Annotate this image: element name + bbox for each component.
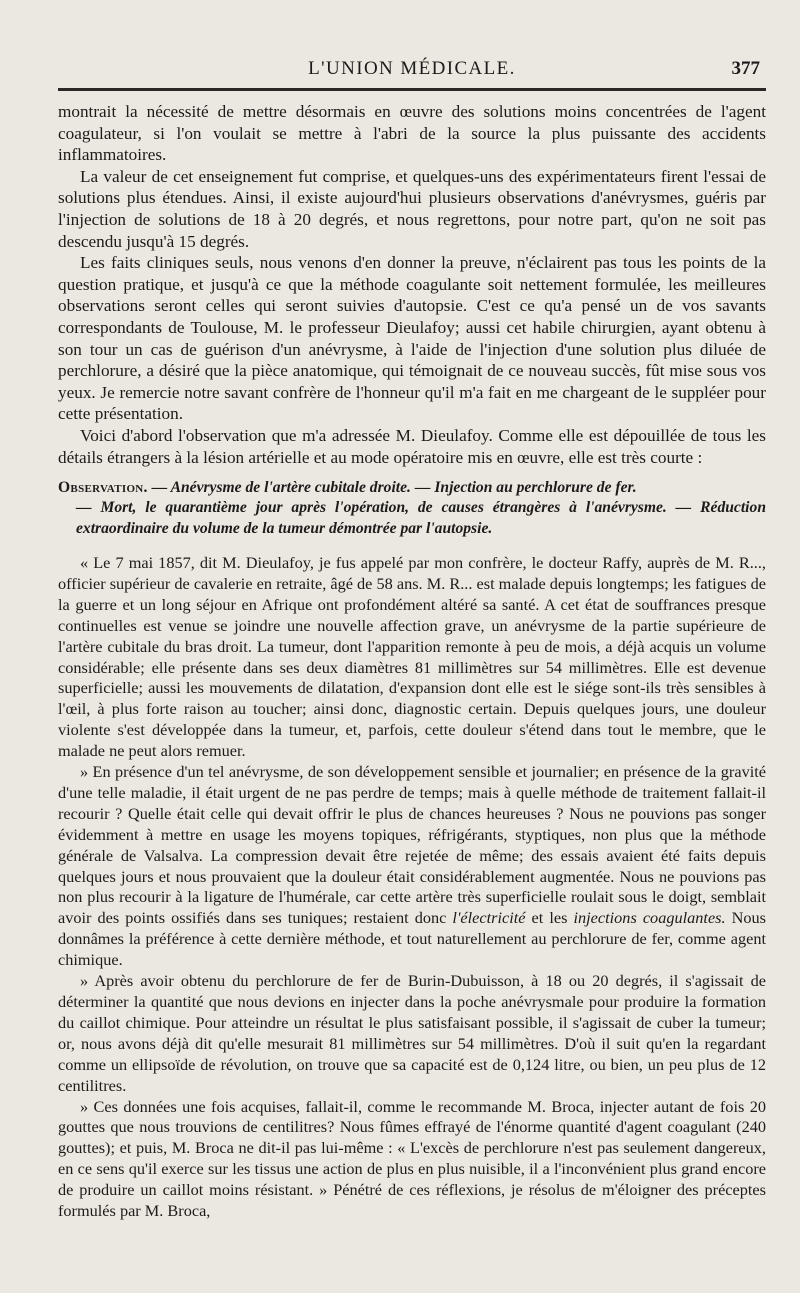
text-run: et les — [525, 908, 574, 928]
observation-title-line2: — Mort, le quarantième jour après l'opération, de causes étrangères à l'anévrysme. — Réduction extraordinaire du volume de la tumeur démontrée par l'autopsie. — [76, 499, 766, 537]
observation-heading — [58, 478, 766, 539]
observation-title-line1: — Anévrysme de l'artère cubitale droite. — Injection au perchlorure de fer. — [151, 479, 637, 497]
observation-subtitle — [58, 498, 766, 539]
observation-title — [58, 478, 766, 498]
observation-paragraph: » Après avoir obtenu du perchlorure de fer de Burin-Dubuisson, à 18 ou 20 degrés, il s'agissait de déterminer la quantité que nous devions en injecter dans la poche anévrysmale pour produire la formation du caillot chimique. Pour atteindre un résultat le plus satisfaisant possible, il s'agissait de cuber la tumeur; or, nous avons déjà dit qu'elle mesurait 81 millimètres sur 54 millimètres. D'où il suit qu'en la regardant comme un ellipsoïde de révolution, on trouve que sa capacité est de 0,124 litre, ou bien, un peu plus de 12 centilitres. — [58, 971, 766, 1095]
paragraph: La valeur de cet enseignement fut comprise, et quelques-uns des expérimentateurs firent l'essai de solutions plus étendues. Ainsi, il existe aujourd'hui plusieurs observations d'anévrysmes, guéris par l'injection de solutions de 18 à 20 degrés, et nous regrettons, pour notre part, qu'on ne soit pas descendu jusqu'à 15 degrés. — [58, 166, 766, 251]
observation-paragraph: « Le 7 mai 1857, dit M. Dieulafoy, je fus appelé par mon confrère, le docteur Raffy, auprès de M. R..., officier supérieur de cavalerie en retraite, âgé de 58 ans. M. R... est malade depuis longtemps; les fatigues de la guerre et un long séjour en Afrique ont profondément altéré sa santé. A cet état de souffrances presque continuelles est venue se joindre une nouvelle affection grave, un anévrysme de la partie supérieure de l'artère cubitale du bras droit. La tumeur, dont l'apparition remonte à peu de mois, a déjà acquis un volume considérable; elle présente dans ses deux diamètres 81 millimètres sur 54 millimètres. Elle est devenue superficielle; aussi les mouvements de dilatation, d'expansion dont elle est le siége sont-ils très sensibles à l'œil, à plus forte raison au toucher; ainsi donc, diagnostic certain. Depuis quelques jours, une douleur violente s'est développée dans la tumeur, et, parfois, cette douleur s'étend dans tout le membre, que le malade ne peut alors remuer. — [58, 552, 766, 761]
observation-paragraph: » Ces données une fois acquises, fallait-il, comme le recommande M. Broca, injecter autant de fois 20 gouttes que nous trouvions de centilitres? Nous fûmes effrayé de l'énorme quantité d'agent coagulant (240 gouttes); et puis, M. Broca ne dit-il pas lui-même : « L'excès de perchlorure n'est pas seulement dangereux, en ce sens qu'il exerce sur les tissus une action de plus en plus nuisible, il a l'inconvénient plus grand encore de produire un caillot moins résistant. » Pénétré de ces réflexions, je résolus de m'éloigner des préceptes formulés par M. Broca, — [58, 1096, 766, 1221]
emphasis-injections: injections coagulantes. — [573, 908, 726, 928]
text-run: » En présence d'un tel anévrysme, de son développement sensible et journalier; en présence de la gravité d'une telle maladie, il était urgent de ne pas perdre de temps; mais à quelle méthode de traitement fallait-il recourir ? Quelle était celle qui devait offrir le plus de chances heureuses ? Nous ne pouvions pas songer évidemment à mettre en usage les moyens topiques, réfrigérants, styptiques, non plus que la méthode générale de Valsalva. La compression devait être rejetée de même; des essais avaient été faits depuis quelques jours et nous prouvaient que la douleur était considérablement augmentée. Nous ne pouvions pas non plus recourir à la ligature de l'humérale, car cette artère très superficielle roulait sous le doigt, semblait avoir des points ossifiés dans ses tuniques; restaient donc — [58, 762, 766, 928]
page-number: 377 — [731, 58, 760, 79]
text-run: Nous donnâmes la préférence à cette dernière méthode, et tout naturellement au perchlorure de fer, comme agent chimique. — [58, 908, 767, 970]
main-text — [58, 101, 766, 468]
observation-label: Observation. — [58, 479, 148, 497]
observation-paragraph — [58, 762, 766, 971]
running-title: L'UNION MÉDICALE. — [308, 58, 516, 79]
paragraph: Voici d'abord l'observation que m'a adressée M. Dieulafoy. Comme elle est dépouillée de tous les détails étrangers à la lésion artérielle et au mode opératoire mis en œuvre, elle est très courte : — [58, 425, 766, 467]
emphasis-electricite: l'électricité — [452, 908, 526, 928]
paragraph: montrait la nécessité de mettre désormais en œuvre des solutions moins concentrées de l'agent coagulateur, si l'on voulait se mettre à l'abri de la source la plus puissante des accidents inflammatoires. — [58, 102, 766, 165]
observation-body — [58, 553, 766, 1222]
page-header — [58, 58, 766, 86]
paragraph: Les faits cliniques seuls, nous venons d'en donner la preuve, n'éclairent pas tous les points de la question pratique, et jusqu'à ce que la méthode coagulante soit nettement formulée, les meilleures observations seront celles qui seront suivies d'autopsie. C'est ce qu'a pensé un de vos savants correspondants de Toulouse, M. le professeur Dieulafoy; aussi cet habile chirurgien, ayant obtenu à son tour un cas de guérison d'un anévrysme, à l'aide de l'injection d'une solution plus diluée de perchlorure, a désiré que la pièce anatomique, qui témoignait de ce nouveau succès, fût mise sous vos yeux. Je remercie notre savant confrère de l'honneur qu'il m'a fait en me chargeant de le suppléer pour cette présentation. — [58, 253, 766, 424]
header-rule — [58, 88, 766, 91]
